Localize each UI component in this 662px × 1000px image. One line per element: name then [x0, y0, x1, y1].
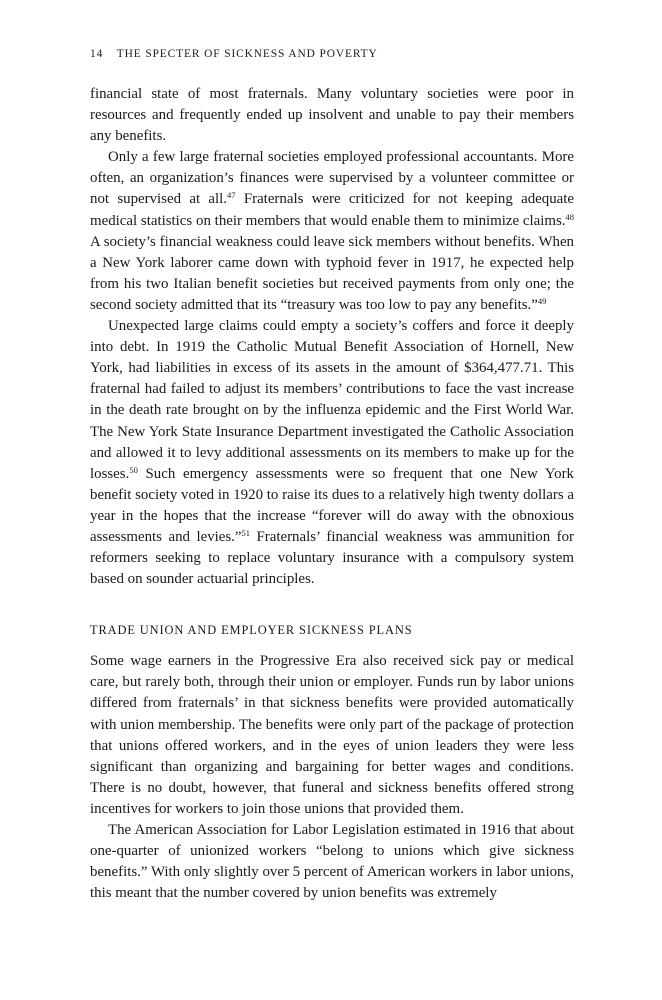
paragraph-3 — [90, 316, 574, 590]
section-heading: TRADE UNION AND EMPLOYER SICKNESS PLANS — [90, 623, 413, 638]
footnote-ref-49[interactable]: 49 — [537, 295, 547, 306]
paragraph-4 — [90, 651, 574, 820]
paragraph-4-text: Some wage earners in the Progressive Era also received sick pay or medical care, but rarely both, through their union or employer. Funds run by labor unions differed from fraternals’ in that sickness benefits were provided automatically with union membership. The benefits were only part of the package of protection that unions offered workers, and in the eyes of union leaders they were less significant than organizing and bargaining for better wages and conditions. There is no doubt, however, that funeral and sickness benefits offered strong incentives for workers to join those unions that provided them. — [90, 653, 574, 817]
paragraph-3-text-b: Such emergency assessments were so frequent that one New York benefit society voted in 1920 to raise its dues to a relatively high twenty dollars a year in the hopes that the increase “forever will do away with the obnoxious assessments and levies.” — [90, 465, 574, 545]
footnote-ref-47[interactable]: 47 — [227, 190, 236, 201]
paragraph-2-text-a: Only a few large fraternal societies employed professional accountants. More often, an organization’s finances were supervised by a volunteer committee or not supervised at all. — [90, 149, 574, 208]
paragraph-2 — [90, 147, 574, 316]
footnote-ref-48[interactable]: 48 — [565, 211, 574, 222]
paragraph-3-text-c: Fraternals’ financial weakness was ammunition for reformers seeking to replace voluntary insurance with a compulsory system based on sounder actuarial principles. — [90, 528, 574, 588]
footnote-ref-50[interactable]: 50 — [129, 464, 138, 475]
paragraph-3-text-a: Unexpected large claims could empty a society’s coffers and force it deeply into debt. In 1919 the Catholic Mutual Benefit Association of Hornell, New York, had liabilities in excess of its assets in the amount of $364,477.71. This fraternal had failed to adjust its members’ contributions to face the vast increase in the death rate brought on by the influenza epidemic and the First World War. The New York State Insurance Department investigated the Catholic Association and allowed it to levy additional assessments on its members to make up for the losses. — [90, 318, 574, 482]
body-text — [90, 84, 574, 904]
paragraph-5-text: The American Association for Labor Legislation estimated in 1916 that about one-quarter of unionized workers “belong to unions which give sickness benefits.” With only slightly over 5 percent of American workers in labor unions, this meant that the number covered by union benefits was extremely — [90, 822, 574, 902]
running-title: THE SPECTER OF SICKNESS AND POVERTY — [116, 48, 378, 60]
paragraph-2-text-b: Fraternals were criticized for not keeping adequate medical statistics on their members that would enable them to minimize claims. — [90, 191, 575, 229]
paragraph-1-text: financial state of most fraternals. Many voluntary societies were poor in resources and frequently ended up insolvent and unable to pay their members any benefits. — [90, 86, 574, 145]
paragraph-1 — [90, 84, 574, 147]
running-head — [90, 47, 574, 61]
footnote-ref-51[interactable]: 51 — [241, 527, 251, 538]
paragraph-5 — [90, 820, 574, 904]
page-number: 14 — [90, 48, 104, 60]
paragraph-2-text-c: A society’s financial weakness could leave sick members without benefits. When a New York laborer came down with typhoid fever in 1917, he expected help from his two Italian benefit societies but received payments from only one; the second society admitted that its “treasury was too low to pay any benefits.” — [90, 233, 574, 313]
